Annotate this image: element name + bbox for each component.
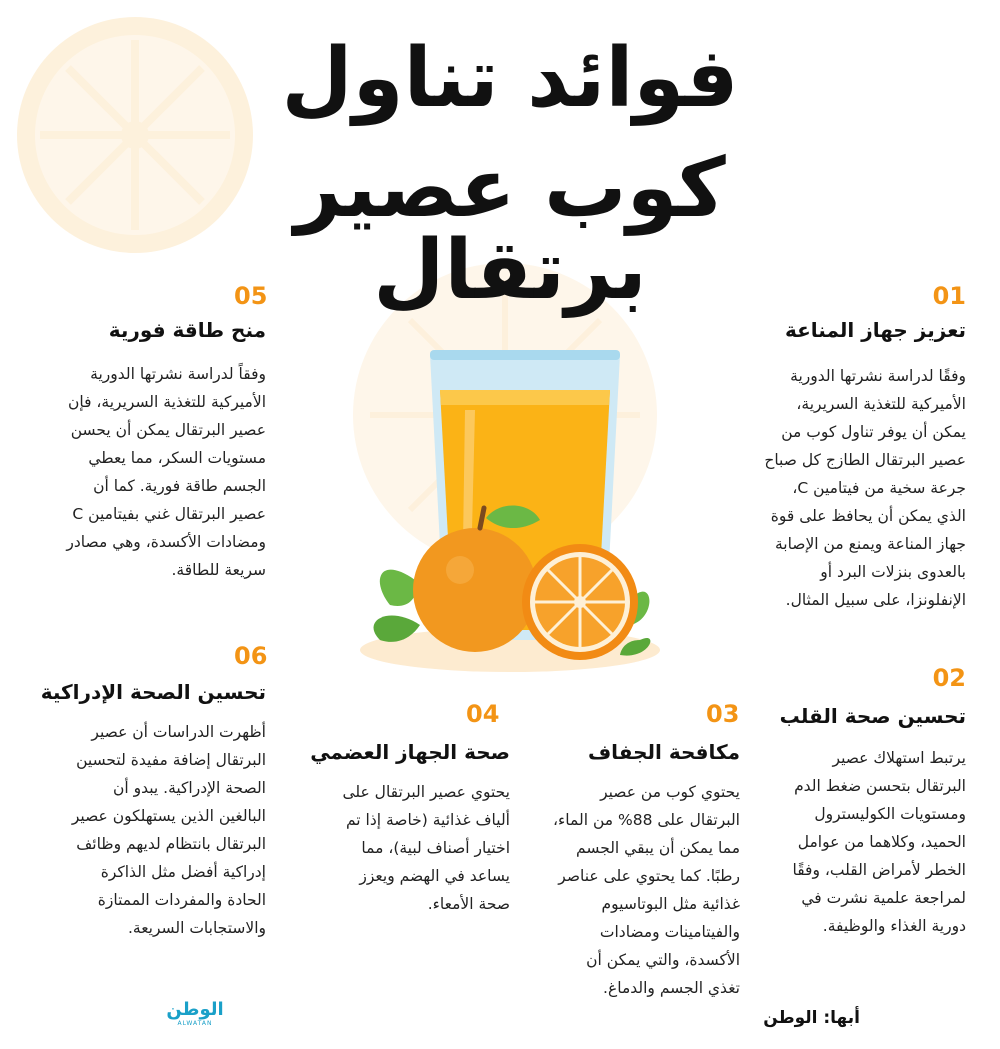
section-heading: تحسين صحة القلب [779,704,966,728]
section-heading: تحسين الصحة الإدراكية [40,680,266,704]
section-number: 04 [466,700,500,728]
section-number: 03 [706,700,740,728]
alwatan-logo [160,1000,230,1030]
section-06 [40,642,266,962]
source-credit: أبها: الوطن [763,1008,860,1028]
section-body: وفقًا لدراسة نشرتها الدورية الأميركية للتغذية السريرية، يمكن أن يوفر تناول كوب من عصير البرتقال الطازج كل صباح جرعة سخية من فيتامين C، الذي يمكن أن يحافظ على قوة جهاز المناعة ويمنع من الإصابة بالعدوى بنزلات البرد أو الإنفلونزا، على سبيل المثال. [764,367,966,609]
title-line-2: كوب عصير برتقال [294,141,726,318]
section-number: 02 [932,664,966,692]
logo-arabic: الوطن [166,999,224,1020]
section-body: يحتوي عصير البرتقال على ألياف غذائية (خاصة إذا تم اختيار أصناف لبية)، مما يساعد في الهضم ويعزز صحة الأمعاء. [342,783,510,913]
section-body: أظهرت الدراسات أن عصير البرتقال إضافة مفيدة لتحسين الصحة الإدراكية. يبدو أن البالغين الذين يستهلكون عصير البرتقال بانتظام لديهم وظائف إدراكية أفضل مثل الذاكرة الحادة والمفردات الممتازة والاستجابات السريعة. [71,723,266,937]
section-01 [740,282,966,622]
section-heading: منح طاقة فورية [108,318,266,342]
section-number: 05 [234,282,268,310]
section-body: وفقاً لدراسة نشرتها الدورية الأميركية للتغذية السريرية، فإن عصير البرتقال يمكن أن يحسن مستويات السكر، مما يعطي الجسم طاقة فورية. كما أن عصير البرتقال غني بفيتامين C ومضادات الأكسدة، وهي مصادر سريعة للطاقة. [66,365,266,579]
section-04 [300,700,510,930]
section-body: يرتبط استهلاك عصير البرتقال بتحسن ضغط الدم ومستويات الكوليسترول الحميد، وكلاهما من عوامل الخطر لأمراض القلب، وفقًا لمراجعة علمية نشرت في دورية الغذاء والوظيفة. [792,749,966,935]
orange-juice-glass-illustration [350,340,670,680]
section-heading: تعزيز جهاز المناعة [785,318,966,342]
section-heading: مكافحة الجفاف [587,740,740,764]
section-05 [40,282,266,592]
section-body: يحتوي كوب من عصير البرتقال على 88% من الماء، مما يمكن أن يبقي الجسم رطبًا. كما يحتوي على عناصر غذائية مثل البوتاسيوم والفيتامينات ومضادات الأكسدة، والتي يمكن أن تغذي الجسم والدماغ. [553,783,740,997]
section-heading: صحة الجهاز العضمي [310,740,510,764]
title-line-1: فوائد تناول [281,31,739,126]
section-03 [530,700,740,1020]
logo-english: ALWATAN [177,1020,213,1027]
section-02 [740,664,966,954]
section-number: 01 [932,282,966,310]
section-number: 06 [234,642,268,670]
